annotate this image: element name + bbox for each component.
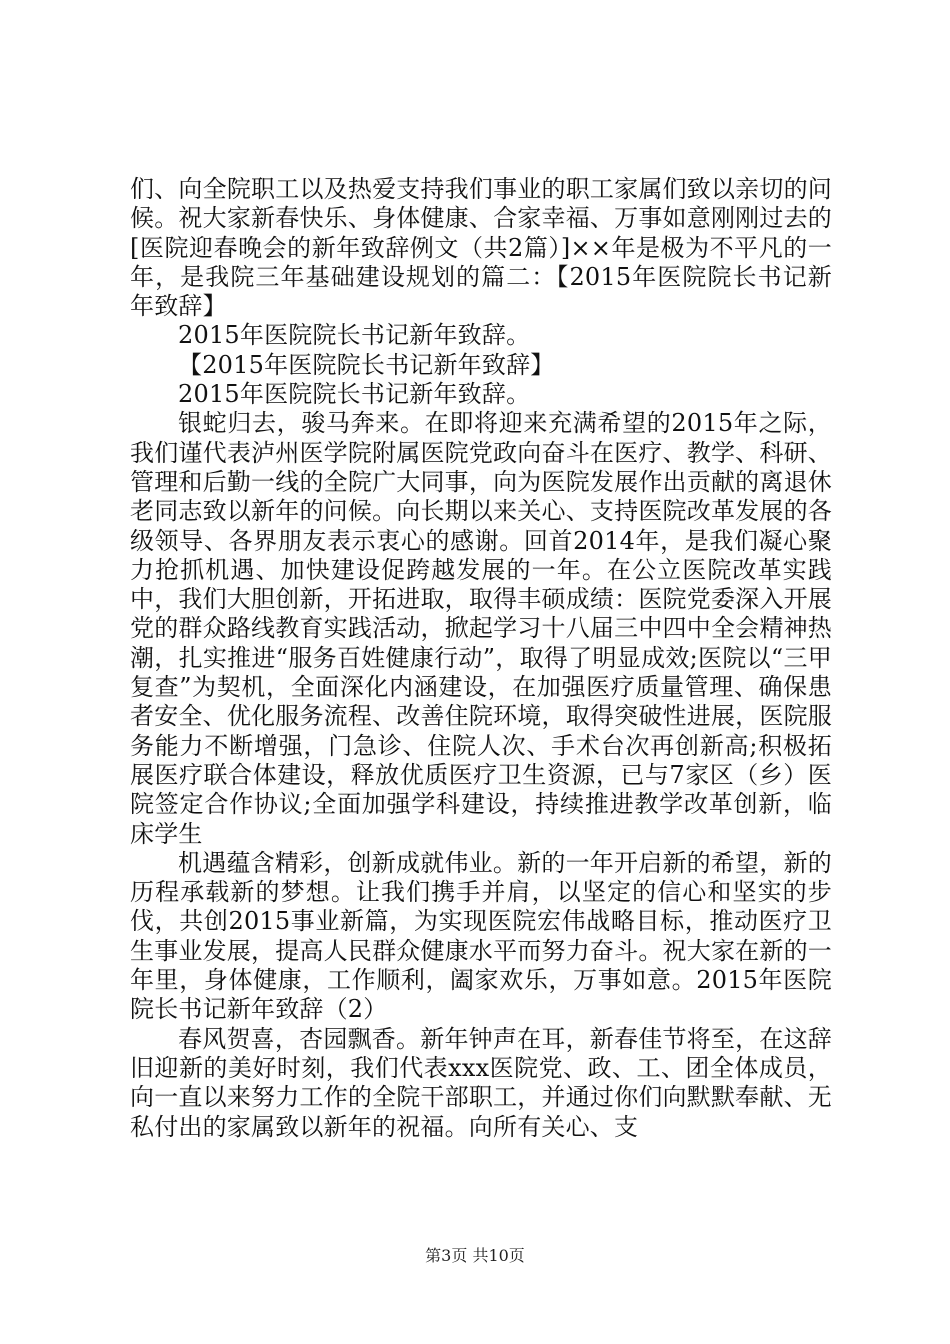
paragraph-5: 银蛇归去，骏马奔来。在即将迎来充满希望的2015年之际，我们谨代表泸州医学院附属医院党政向奋斗在医疗、教学、科研、管理和后勤一线的全院广大同事，向为医院发展作出贡献的离退休老同志致以新年的问候。向长期以来关心、支持医院改革发展的各级领导、各界朋友表示衷心的感谢。回首2014年，是我们凝心聚力抢抓机遇、加快建设促跨越发展的一年。在公立医院改革实践中，我们大胆创新，开拓进取，取得丰硕成绩：医院党委深入开展党的群众路线教育实践活动，掀起学习十八届三中四中全会精神热潮，扎实推进“服务百姓健康行动”，取得了明显成效;医院以“三甲复查”为契机，全面深化内涵建设，在加强医疗质量管理、确保患者安全、优化服务流程、改善住院环境，取得突破性进展，医院服务能力不断增强，门急诊、住院人次、手术台次再创新高;积极拓展医疗联合体建设，释放优质医疗卫生资源，已与7家区（乡）医院签定合作协议;全面加强学科建设，持续推进教学改革创新，临床学生 xyxy=(130,409,832,848)
paragraph-6: 机遇蕴含精彩，创新成就伟业。新的一年开启新的希望，新的历程承载新的梦想。让我们携手并肩，以坚定的信心和坚实的步伐，共创2015事业新篇，为实现医院宏伟战略目标，推动医疗卫生事业发展，提高人民群众健康水平而努力奋斗。祝大家在新的一年里，身体健康，工作顺利，阖家欢乐，万事如意。2015年医院院长书记新年致辞（2） xyxy=(130,848,832,1024)
paragraph-7: 春风贺喜，杏园飘香。新年钟声在耳，新春佳节将至，在这辞旧迎新的美好时刻，我们代表xxx医院党、政、工、团全体成员，向一直以来努力工作的全院干部职工，并通过你们向默默奉献、无私付出的家属致以新年的祝福。向所有关心、支 xyxy=(130,1024,832,1141)
page-number-footer: 第3页 共10页 xyxy=(425,1246,525,1265)
paragraph-2: 2015年医院院长书记新年致辞。 xyxy=(178,321,531,350)
document-body xyxy=(130,175,832,1142)
paragraph-4: 2015年医院院长书记新年致辞。 xyxy=(178,380,531,409)
paragraph-3: 【2015年医院院长书记新年致辞】 xyxy=(178,350,555,379)
paragraph-1: 们、向全院职工以及热爱支持我们事业的职工家属们致以亲切的问候。祝大家新春快乐、身体健康、合家幸福、万事如意刚刚过去的[医院迎春晚会的新年致辞例文（共2篇）]××年是极为不平凡的一年，是我院三年基础建设规划的篇二：【2015年医院院长书记新年致辞】 xyxy=(130,175,832,321)
